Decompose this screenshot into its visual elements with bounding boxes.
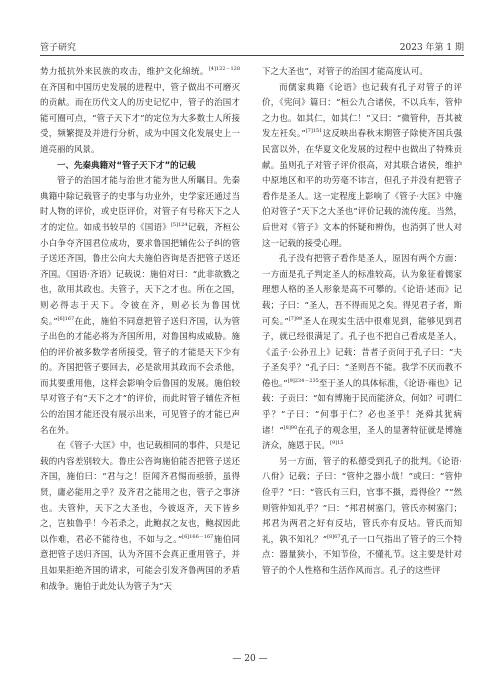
paragraph-text: 在此，施伯不同意把管子送归齐国，认为管子出色的才能必将为齐国所用，对鲁国构成威胁。施伯的评价被多数学者所接受，管子的才能是天下少有的。齐国把管子要回去，必是欲用其政而不会杀他，而其要重用他，这样会影响令后鲁国的发展。施伯较早对管子有“天下之才”的评价，而此时管子辅佐齐桓公的治国才能还没有展示出来，可见管子的才能已声名在外。 — [40, 316, 240, 436]
right-column — [262, 65, 462, 580]
paragraph-text: 而儒家典籍《论语》也记载有孔子对管子的评价，《宪问》篇曰：“桓公九合诸侯，不以兵车，管仲之力也。如其仁，如其仁！”又曰：“微管仲，吾其被发左衽矣。” — [262, 82, 462, 140]
paragraph-text: 势力抵抗外来民族的攻击，维护文化绵统。 — [40, 67, 209, 77]
page-number: — 20 — — [232, 654, 268, 664]
paragraph-text: 记载，齐桓公小白争夺齐国君位成功，要求鲁国把辅佐公子纠的管子送还齐国，鲁庄公向大夫施伯咨询是否把管子送还齐国。《国语·齐语》记载说：施伯对曰：“此非欲戮之也，欲用其政也。夫管子，天下之才也。所在之国，则必得志于天下。令彼在齐，则必长为鲁国忧矣。” — [40, 222, 240, 327]
citation-marker: [8]90 — [283, 424, 298, 431]
citation-marker: [4]122－128 — [208, 66, 240, 73]
citation-marker: [9]15 — [330, 440, 344, 447]
paragraph-text: 这反映出春秋末期管子除使齐国兵强民富以外，在华夏文化发展的过程中也做出了特殊贡献。虽则孔子对管子评价很高，对其联合诸侯，维护中原地区和平的功劳毫不讳言，但孔子并没有把管子看作是圣人。这一定程度上影响了《管子·大匡》中施伯对管子“天下之大圣也”评价记载的流传度。当然，后世对《管子》文本的怀疑和辨伪，也消弭了世人对这一记载的接受心理。 — [262, 129, 462, 249]
body-paragraph — [40, 174, 240, 439]
paragraph-text: 圣人在现实生活中很难见到，能够见到君子，就已经很满足了。孔子也不把自己看成是圣人，《孟子·公孙丑上》记载：昔者子贡问于孔子曰：“夫子圣矣乎？”孔子曰：“圣则吾不能。我学不厌而教不倦也。” — [262, 316, 462, 389]
issue-number: 2023 年第 1 期 — [399, 43, 464, 53]
citation-marker: [5]124 — [170, 222, 188, 229]
body-paragraph — [262, 455, 462, 580]
citation-marker: [6]167 — [57, 315, 75, 322]
journal-name: 管子研究 — [40, 43, 77, 53]
citation-marker: [7]151 — [305, 128, 323, 135]
paragraph-text: 管子的治国才能与治世才能为世人所瞩目。先秦典籍中除记载管子的史事与功业外，史学家还通过当时人物的评价，或史臣评价，对管子有号称天下之人才的定位。如成书较早的《国语》 — [40, 176, 240, 233]
citation-marker: [7]99 — [288, 315, 303, 322]
body-paragraph — [262, 65, 462, 81]
paragraph-text: 孔子没有把管子看作是圣人，原因有两个方面：一方面是孔子判定圣人的标准较高，认为象征着儒家理想人格的圣人形象是高不可攀的。《论语·述而》记载；子曰：“圣人，吾不得而见之矣。得见君子者，斯可矣。” — [262, 254, 462, 327]
body-paragraph — [262, 81, 462, 253]
paragraph-text: 孔子一口气指出了管子的三个特点：器量狭小，不知节俭，不懂礼节。这主要是针对管子的个人性格和生活作风而言。孔子的这些评 — [262, 534, 462, 576]
body-paragraph — [40, 65, 240, 159]
paragraph-text: 另一方面，管子的私德受到孔子的批判。《论语·八佾》记载；子曰：“管仲之器小哉！”或曰：“管仲俭乎？”曰：“管氏有三归，官事不摄，焉得俭？”“然则管仲知礼乎？”曰：“邦君树塞门，管氏亦树塞门；邦君为两君之好有反坫，管氏亦有反坫。管氏而知礼，孰不知礼？” — [262, 456, 462, 545]
running-header — [40, 40, 464, 54]
body-paragraph — [262, 252, 462, 455]
paragraph-text: 下之大圣也”，对管子的治国才能高度认可。 — [262, 67, 428, 77]
left-column — [40, 65, 240, 595]
header-rule — [40, 55, 464, 56]
paragraph-text: 施伯同意把管子送归齐国，认为齐国不会真正重用管子，并且如果拒绝齐国的请求，可能会引发齐鲁两国的矛盾和战争。施伯于此处认为管子为“天 — [40, 534, 240, 592]
citation-marker: [8]67 — [327, 533, 341, 540]
body-paragraph — [40, 439, 240, 595]
section-heading: 一、先秦典籍对“管子天下才”的记载 — [57, 160, 196, 171]
paragraph-text: 在《管子·大匡》中，也记载相同的事件，只是记载的内容差别较大。鲁庄公咨询施伯能否把管子送还齐国，施伯曰：“君与之！臣闻齐君惕而亟骄，虽得贤，庸必能用之乎？及齐君之能用之也，管子之事济也。夫管仲，天下之大圣也，今彼返齐，天下皆乡之，岂独鲁乎！今若杀之，此鲍叔之友也，鲍叔因此以作难，君必不能待也，不如与之。” — [40, 441, 240, 545]
paragraph-text: 在齐国和中国历史发展的进程中，管子做出不可磨灭的贡献。而在历代文人的历史记忆中，管子的治国才能可圈可点，“管子天下才”的定位为大多数士人所接受，频繁提及并进行分析，成为中国文化发展史上一道亮丽的风景。 — [40, 82, 240, 155]
citation-marker: [6]166－167 — [182, 533, 214, 540]
citation-marker: [9]234－235 — [287, 378, 319, 385]
paragraph-text: 在孔子的观念里，圣人的显著特征就是博施济众，施恩于民。 — [262, 425, 462, 452]
paragraph-text: 至于圣人的具体标准，《论语·雍也》记载：子贡曰：“如有博施于民而能济众，何如？可谓仁乎？”子曰：“何事于仁？必也圣乎！尧舜其犹病诸！” — [262, 378, 462, 436]
